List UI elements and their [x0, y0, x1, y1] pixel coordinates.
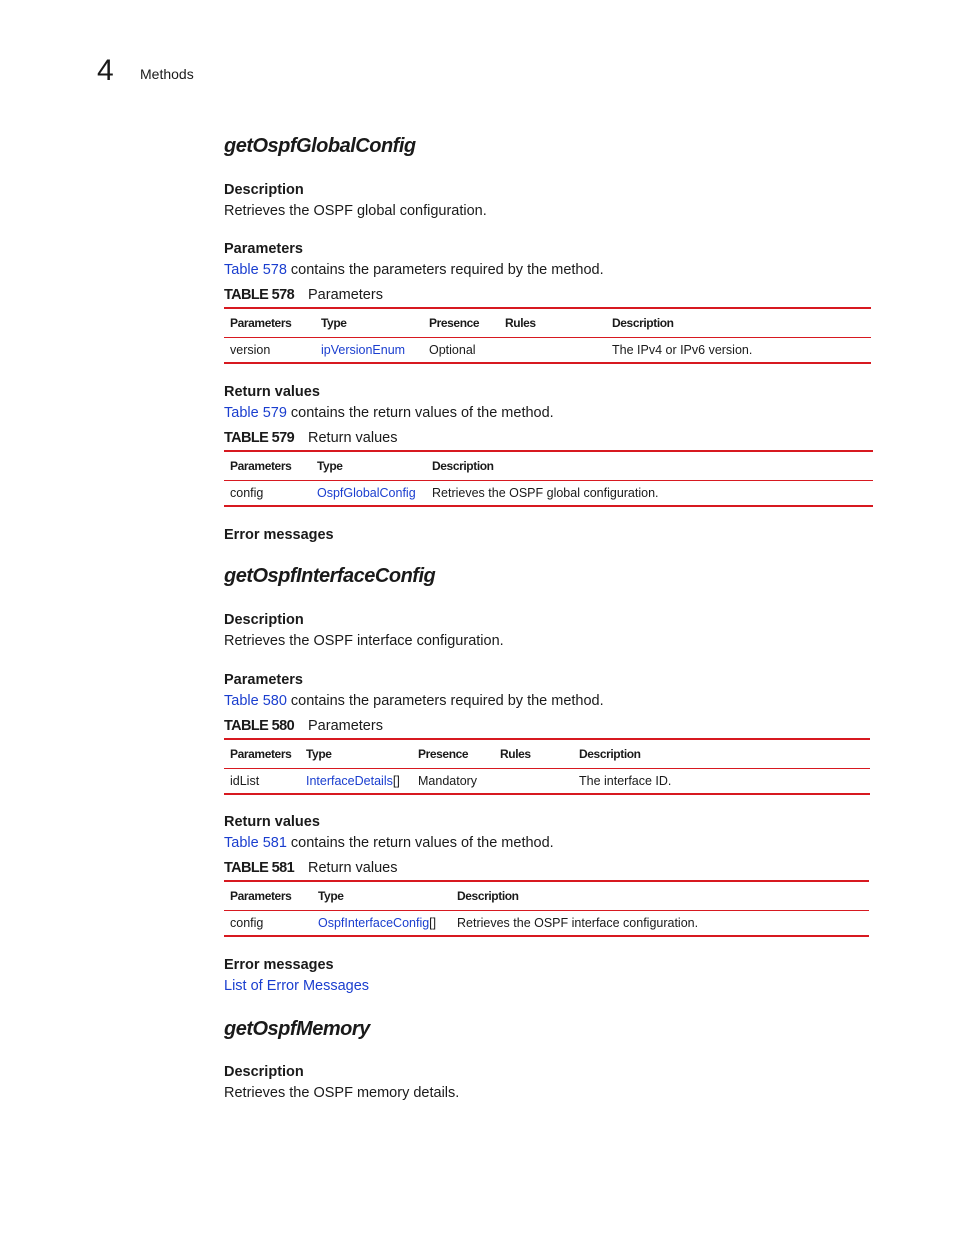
- table-caption-text: Return values: [308, 860, 398, 876]
- return-values-ref-text: contains the return values of the method.: [286, 405, 554, 421]
- table-580-caption: [224, 717, 383, 735]
- cell-type: [312, 911, 451, 937]
- cell-description: Retrieves the OSPF interface configuration.: [451, 911, 869, 937]
- header-rules: Rules: [494, 739, 573, 769]
- table-caption-text: Parameters: [308, 287, 383, 303]
- array-suffix: []: [392, 774, 400, 788]
- cell-description: The interface ID.: [573, 769, 870, 795]
- return-values-ref-text: contains the return values of the method.: [286, 835, 554, 851]
- cell-rules: [499, 338, 606, 364]
- parameters-heading: Parameters: [224, 672, 303, 688]
- description-heading: Description: [224, 182, 304, 198]
- cell-presence: Mandatory: [412, 769, 494, 795]
- header-parameters: Parameters: [224, 451, 311, 481]
- cell-type: [300, 769, 412, 795]
- description-text: Retrieves the OSPF interface configuration.: [224, 633, 504, 649]
- cell-parameter: idList: [224, 769, 300, 795]
- ospf-global-config-link[interactable]: OspfGlobalConfig: [317, 486, 416, 500]
- cell-parameter: version: [224, 338, 315, 364]
- table-label: TABLE 579: [224, 430, 295, 446]
- header-presence: Presence: [412, 739, 494, 769]
- parameters-ref-text: contains the parameters required by the method.: [286, 262, 604, 278]
- header-type: Type: [312, 881, 451, 911]
- table-579: [224, 450, 873, 507]
- header-description: Description: [606, 308, 871, 338]
- return-values-ref: [224, 834, 554, 852]
- table-row: [224, 481, 873, 507]
- return-values-ref: [224, 404, 554, 422]
- table-label: TABLE 578: [224, 287, 295, 303]
- description-text: Retrieves the OSPF memory details.: [224, 1085, 460, 1101]
- cell-presence: Optional: [423, 338, 499, 364]
- table-578: [224, 307, 871, 364]
- cell-type: [315, 338, 423, 364]
- table-581: [224, 880, 869, 937]
- cell-description: The IPv4 or IPv6 version.: [606, 338, 871, 364]
- chapter-title: Methods: [140, 66, 194, 82]
- parameters-heading: Parameters: [224, 241, 303, 257]
- parameters-ref: [224, 692, 604, 710]
- table-578-link[interactable]: Table 578: [224, 262, 287, 278]
- header-presence: Presence: [423, 308, 499, 338]
- interface-details-link[interactable]: InterfaceDetails: [306, 774, 393, 788]
- header-description: Description: [573, 739, 870, 769]
- description-text: Retrieves the OSPF global configuration.: [224, 203, 487, 219]
- table-580: [224, 738, 870, 795]
- table-580-link[interactable]: Table 580: [224, 693, 287, 709]
- table-579-caption: [224, 429, 397, 447]
- table-row: [224, 769, 870, 795]
- header-parameters: Parameters: [224, 739, 300, 769]
- error-messages-heading: Error messages: [224, 527, 334, 543]
- header-rules: Rules: [499, 308, 606, 338]
- cell-type: [311, 481, 426, 507]
- cell-rules: [494, 769, 573, 795]
- header-type: Type: [311, 451, 426, 481]
- error-messages-heading: Error messages: [224, 957, 334, 973]
- section-title-get-ospf-memory: getOspfMemory: [224, 1018, 370, 1040]
- return-values-heading: Return values: [224, 814, 320, 830]
- section-title-get-ospf-global-config: getOspfGlobalConfig: [224, 135, 416, 157]
- parameters-ref-text: contains the parameters required by the method.: [286, 693, 604, 709]
- return-values-heading: Return values: [224, 384, 320, 400]
- table-caption-text: Parameters: [308, 718, 383, 734]
- header-type: Type: [315, 308, 423, 338]
- table-581-caption: [224, 859, 397, 877]
- table-row: [224, 911, 869, 937]
- parameters-ref: [224, 261, 604, 279]
- array-suffix: []: [429, 916, 437, 930]
- header-description: Description: [426, 451, 873, 481]
- table-label: TABLE 580: [224, 718, 295, 734]
- section-title-get-ospf-interface-config: getOspfInterfaceConfig: [224, 565, 436, 587]
- cell-parameter: config: [224, 911, 312, 937]
- header-type: Type: [300, 739, 412, 769]
- description-heading: Description: [224, 612, 304, 628]
- chapter-number: 4: [97, 54, 114, 87]
- header-description: Description: [451, 881, 869, 911]
- table-row: [224, 338, 871, 364]
- table-581-link[interactable]: Table 581: [224, 835, 287, 851]
- cell-description: Retrieves the OSPF global configuration.: [426, 481, 873, 507]
- list-of-error-messages-link[interactable]: List of Error Messages: [224, 978, 370, 994]
- table-578-caption: [224, 286, 383, 304]
- header-parameters: Parameters: [224, 308, 315, 338]
- ip-version-enum-link[interactable]: ipVersionEnum: [321, 343, 406, 357]
- description-heading: Description: [224, 1064, 304, 1080]
- table-579-link[interactable]: Table 579: [224, 405, 287, 421]
- header-parameters: Parameters: [224, 881, 312, 911]
- table-label: TABLE 581: [224, 860, 295, 876]
- table-caption-text: Return values: [308, 430, 398, 446]
- cell-parameter: config: [224, 481, 311, 507]
- ospf-interface-config-link[interactable]: OspfInterfaceConfig: [318, 916, 430, 930]
